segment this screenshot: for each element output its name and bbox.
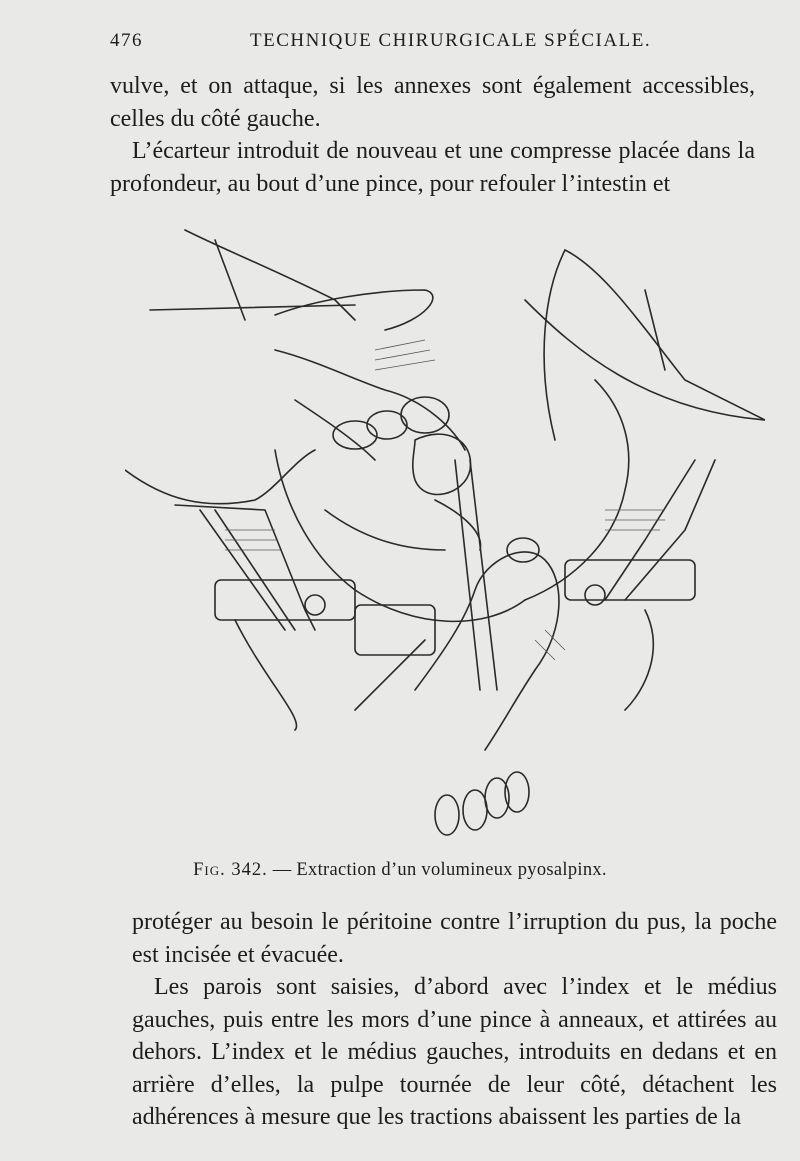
caption-text: Extraction d’un volumineux pyosalpinx. [296, 860, 607, 880]
body-text-top [110, 70, 755, 200]
paragraph: L’écarteur introduit de nouveau et une compresse placée dans la profondeur, au bout d’une pince, pour refouler l’intestin et [110, 138, 755, 197]
running-head: TECHNIQUE CHIRURGICALE SPÉCIALE. [250, 30, 652, 51]
figure-label: Fig. 342. [193, 860, 268, 880]
paragraph: protéger au besoin le péritoine contre l’irruption du pus, la poche est incisée et évacuée. [132, 909, 777, 968]
surgical-illustration [125, 210, 765, 850]
page-header [110, 30, 755, 60]
paragraph: Les parois sont saisies, d’abord avec l’index et le médius gauches, puis entre les mors d’une pince à anneaux, et attirées au dehors. L’index et le médius gauches, introduits en dedans et en arrière d’elles, la pulpe tournée de leur côté, détachent les adhérences à mesure que les tractions abaissent les parties de la [132, 974, 777, 1130]
page-number: 476 [110, 30, 143, 51]
paragraph: vulve, et on attaque, si les annexes sont également accessibles, celles du côté gauche. [110, 73, 755, 132]
illustration-drawing [125, 210, 765, 850]
body-text-bottom [132, 906, 777, 1134]
figure-caption [0, 860, 800, 881]
caption-separator: — [267, 860, 297, 880]
